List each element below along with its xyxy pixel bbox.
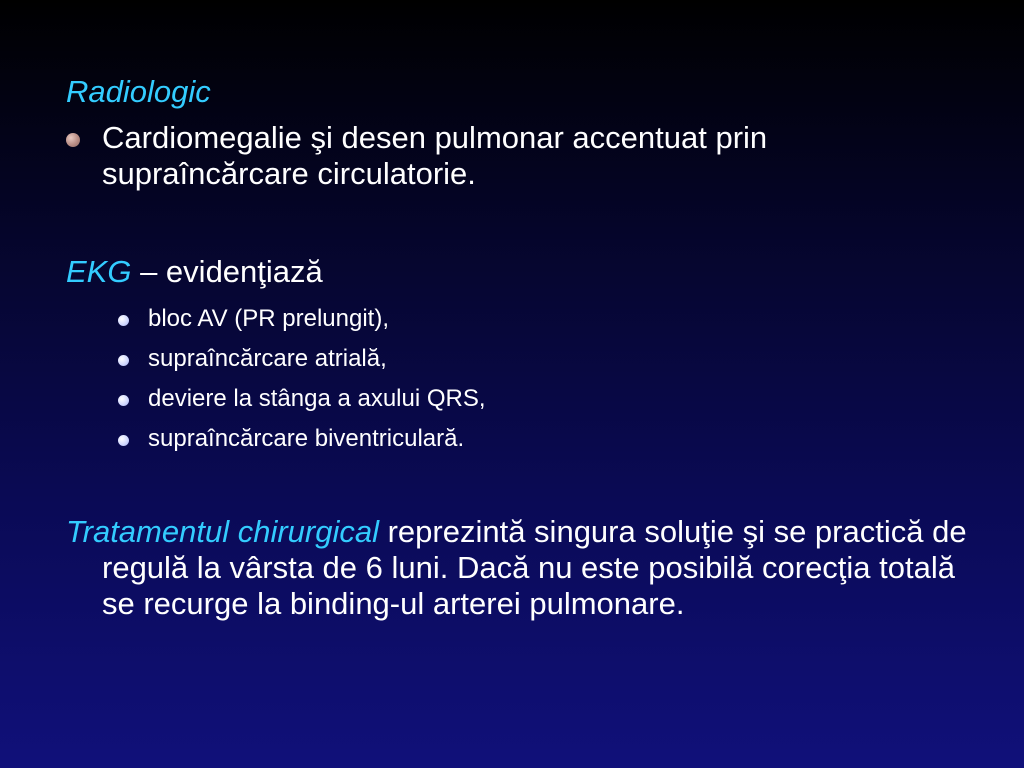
list-item xyxy=(116,422,486,462)
bullet-dot-icon xyxy=(118,435,129,446)
ekg-heading: EKG xyxy=(66,254,132,289)
list-item xyxy=(116,382,486,422)
treatment-paragraph xyxy=(66,514,982,622)
bullet-dot-icon xyxy=(118,395,129,406)
list-item-text: deviere la stânga a axului QRS, xyxy=(148,385,486,412)
radiologic-heading-line xyxy=(66,74,211,110)
list-item-text: supraîncărcare atrială, xyxy=(148,345,387,372)
ekg-heading-suffix: – evidenţiază xyxy=(131,254,323,289)
bullet-dot-icon xyxy=(66,133,80,147)
treatment-text: reprezintă singura soluţie şi se practică de regulă la vârsta de 6 luni. Dacă nu este posibilă corecţia totală se recurge la binding-ul arterei pulmonare. xyxy=(102,514,967,621)
radiologic-bullet-text: Cardiomegalie şi desen pulmonar accentuat prin supraîncărcare circulatorie. xyxy=(102,120,768,191)
list-item xyxy=(116,342,486,382)
bullet-dot-icon xyxy=(118,355,129,366)
bullet-dot-icon xyxy=(118,315,129,326)
ekg-findings-list xyxy=(116,302,486,462)
list-item-text: supraîncărcare biventriculară. xyxy=(148,425,465,452)
radiologic-bullet xyxy=(66,120,986,200)
list-item-text: bloc AV (PR prelungit), xyxy=(148,305,389,332)
treatment-heading: Tratamentul chirurgical xyxy=(66,514,379,549)
list-item xyxy=(116,302,486,342)
radiologic-heading: Radiologic xyxy=(66,74,211,109)
ekg-heading-line xyxy=(66,254,323,290)
